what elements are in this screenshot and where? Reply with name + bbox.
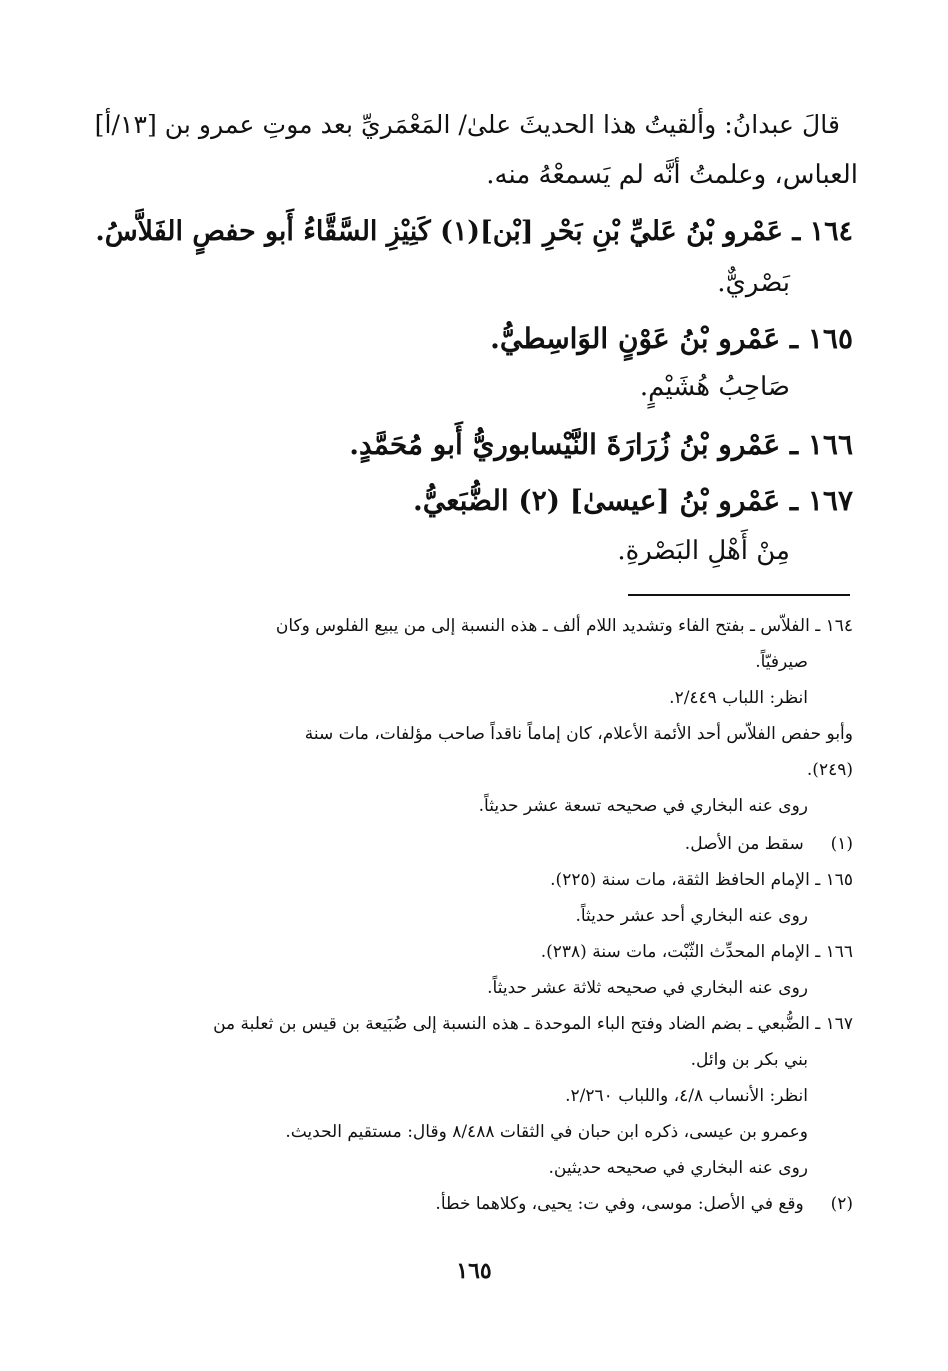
entry-number: ١٦٧ ـ — [789, 484, 853, 517]
footnote-164-line-2: صيرفيّاً. — [755, 652, 808, 672]
body-paragraph-line-1: قالَ عبدانُ: وألقيتُ هذا الحديثَ علىٰ/ المَعْمَريِّ بعد موتِ عمرو بن [١٣/أ] — [94, 110, 840, 139]
entry-number: ١٦٦ ـ — [789, 428, 853, 461]
entry-166-line-1 — [349, 428, 853, 461]
footnote-165-line-1: ١٦٥ ـ الإمام الحافظ الثقة، مات سنة (٢٢٥). — [550, 870, 853, 890]
footnote-separator — [628, 594, 850, 596]
footnote-165-line-2: روى عنه البخاري أحد عشر حديثاً. — [575, 906, 808, 926]
entry-text: عَمْرو بْنُ زُرَارَةَ النَّيْسابوريُّ أَبو مُحَمَّدٍ. — [349, 428, 781, 461]
footnote-167-line-3: انظر: الأنساب ٤/٨، واللباب ٢/٢٦٠. — [565, 1086, 808, 1106]
footnote-167-line-1: ١٦٧ ـ الضُّبعي ـ بضم الضاد وفتح الباء الموحدة ـ هذه النسبة إلى ضُبَيعة بن قيس بن ثعلبة من — [213, 1014, 853, 1034]
body-paragraph-line-2: العباس، وعلمتُ أنَّه لم يَسمعْهُ منه. — [486, 160, 858, 190]
footnote-164-line-5: (٢٤٩). — [806, 760, 853, 780]
footnote-marker: (١) — [830, 834, 853, 854]
footnote-167-line-2: بني بكر بن وائل. — [690, 1050, 808, 1070]
entry-text: عَمْرو بْنُ عَوْنٍ الوَاسِطيُّ. — [490, 322, 781, 355]
footnote-marker: (٢) — [830, 1194, 853, 1214]
footnote-text: سقط من الأصل. — [684, 834, 804, 854]
footnote-1 — [685, 834, 853, 854]
footnote-166-line-1: ١٦٦ ـ الإمام المحدِّث الثّبْت، مات سنة (٢٣٨). — [540, 942, 853, 962]
entry-167-line-1 — [413, 484, 853, 517]
entry-164-line-1 — [95, 216, 853, 247]
footnote-164-line-1: ١٦٤ ـ الفلاّس ـ بفتح الفاء وتشديد اللام ألف ـ هذه النسبة إلى من يبيع الفلوس وكان — [275, 616, 853, 636]
entry-number: ١٦٥ ـ — [789, 322, 853, 355]
footnote-167-line-4: وعمرو بن عيسى، ذكره ابن حبان في الثقات ٨/٤٨٨ وقال: مستقيم الحديث. — [285, 1122, 808, 1142]
entry-164-line-2: بَصْريٌّ. — [717, 268, 790, 298]
footnote-167-line-5: روى عنه البخاري في صحيحه حديثين. — [548, 1158, 808, 1178]
footnote-2 — [435, 1194, 853, 1214]
page-number: ١٦٥ — [456, 1258, 492, 1284]
entry-text: عَمْرو بْنُ [عيسىٰ] (٢) الضُّبَعيُّ. — [413, 484, 781, 517]
entry-text: عَمْرو بْنُ عَليِّ بْنِ بَحْرِ [بْن](١) كَنِيْزِ السَّقَّاءُ أَبو حفصٍ الفَلاَّسُ. — [95, 216, 783, 247]
entry-165-line-1 — [490, 322, 853, 355]
entry-167-line-2: مِنْ أَهْلِ البَصْرةِ. — [617, 536, 790, 566]
footnote-164-line-6: روى عنه البخاري في صحيحه تسعة عشر حديثاً. — [478, 796, 808, 816]
footnote-164-line-3: انظر: اللباب ٢/٤٤٩. — [669, 688, 808, 708]
footnote-text: وقع في الأصل: موسى، وفي ت: يحيى، وكلاهما خطأ. — [435, 1194, 804, 1214]
footnote-166-line-2: روى عنه البخاري في صحيحه ثلاثة عشر حديثاً. — [487, 978, 808, 998]
footnote-164-line-4: وأبو حفص الفلاّس أحد الأئمة الأعلام، كان إماماً ناقداً صاحب مؤلفات، مات سنة — [304, 724, 853, 744]
entry-165-line-2: صَاحِبُ هُشَيْمٍ. — [639, 372, 790, 402]
entry-number: ١٦٤ ـ — [792, 216, 853, 247]
